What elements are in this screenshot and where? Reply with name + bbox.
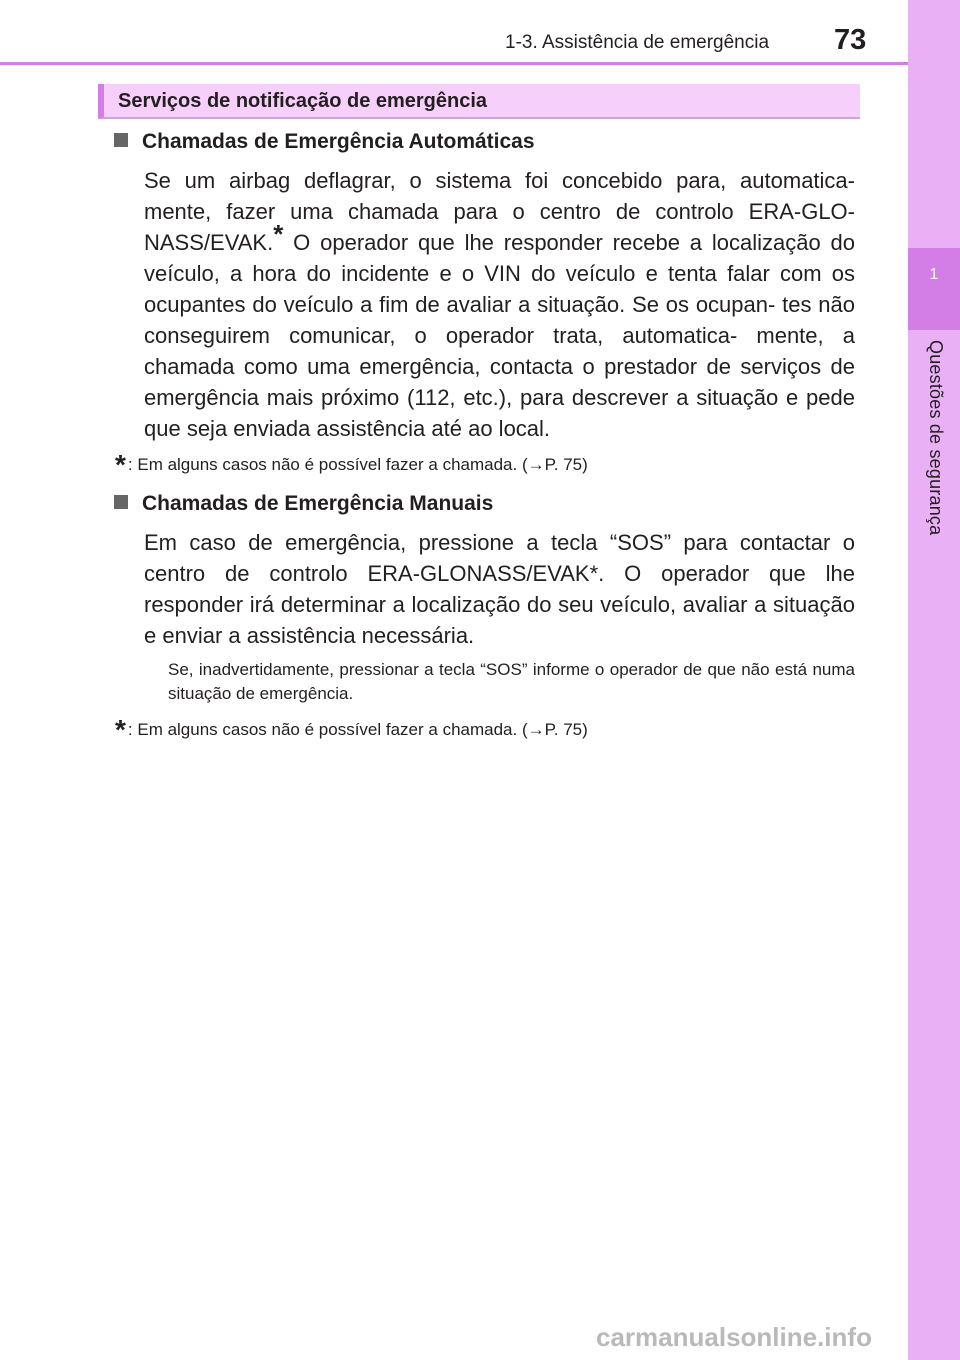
side-tab-label: Questões de segurança	[926, 340, 946, 536]
square-bullet-icon	[114, 133, 128, 147]
automatic-footnote-text: : Em alguns casos não é possível fazer a chamada. (→P. 75)	[127, 455, 588, 474]
chapter-title: 1-3. Assistência de emergência	[505, 32, 770, 53]
manual-calls-note: Se, inadvertidamente, pressionar a tecla “SOS” informe o operador de que não está numa situação de emergência.	[168, 660, 855, 703]
manual-footnote-text: : Em alguns casos não é possível fazer a chamada. (→P. 75)	[127, 720, 588, 739]
side-tab-number: 1	[929, 266, 939, 283]
automatic-calls-heading-text: Chamadas de Emergência Automáticas	[142, 130, 535, 153]
watermark: carmanualsonline.info	[596, 1322, 872, 1352]
side-tab-number-box	[908, 248, 960, 330]
manual-calls-paragraph: Em caso de emergência, pressione a tecla “SOS” para contactar o centro de controlo ERA-GLONASS/EVAK*. O operador que lhe responder irá determinar a localização do seu veículo, avaliar a situação e enviar a assistência necessária.	[144, 530, 855, 648]
footnote-asterisk: *	[115, 714, 126, 745]
manual-calls-heading	[114, 492, 493, 516]
header-rule	[0, 62, 908, 65]
section-title-box	[98, 84, 860, 119]
automatic-paragraph-part2: O operador que lhe responder recebe a localização do veículo, a hora do incidente e o VIN do veículo e tenta falar com os ocupantes do veículo a fim de avaliar a situação. Se os ocupan- tes não conseguirem comunicar, o operador trata, automatica- mente, a chamada como uma emergência, contacta o prestador de serviços de emergência mais próximo (112, etc.), para descrever a situação e pede que seja enviada assistência até ao local.	[144, 230, 855, 441]
square-bullet-icon	[114, 495, 128, 509]
page-number: 73	[834, 24, 867, 56]
automatic-footnote	[115, 449, 588, 480]
automatic-calls-paragraph	[144, 165, 855, 444]
manual-footnote	[115, 714, 588, 745]
automatic-calls-heading	[114, 130, 535, 154]
asterisk-mark: *	[273, 219, 284, 249]
side-tab	[908, 0, 960, 1360]
footnote-asterisk: *	[115, 449, 126, 480]
section-title: Serviços de notificação de emergência	[118, 90, 488, 112]
manual-calls-heading-text: Chamadas de Emergência Manuais	[142, 492, 494, 515]
automatic-paragraph-part1: Se um airbag deflagrar, o sistema foi concebido para, automatica- mente, fazer uma chamada para o centro de controlo ERA-GLO- NASS/EVAK.	[144, 168, 855, 255]
